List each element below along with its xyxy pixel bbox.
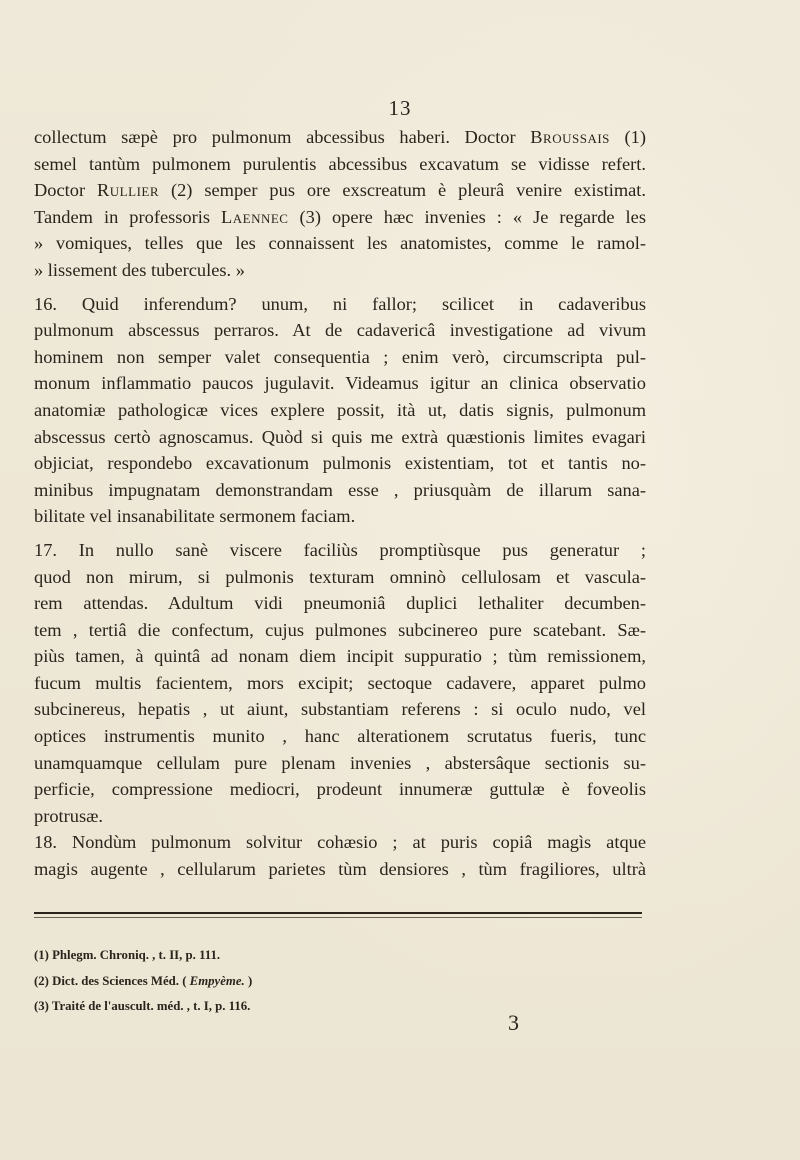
text-segment: collectum sæpè pro pulmonum abcessibus haberi. Doctor (34, 127, 531, 147)
text-line (34, 177, 646, 204)
footnote-ref: (1) (609, 127, 646, 147)
signature-mark: 3 (508, 1010, 520, 1035)
footnote-italic: Empyème. (189, 973, 245, 988)
paragraph-17-start: 17. In nullo sanè viscere faciliùs promptiùsque pus generatur ; (34, 539, 646, 560)
paragraph-18-start: 18. Nondùm pulmonum solvitur cohæsio ; at puris copiâ magìs atque (34, 832, 646, 853)
text-line: optices instrumentis munito , hanc alterationem scrutatus fueris, tunc (34, 726, 646, 747)
text-line: rem attendas. Adultum vidi pneumoniâ duplici lethaliter decumben- (34, 593, 646, 614)
text-line: fucum multis facientem, mors excipit; sectoque cadavere, apparet pulmo (34, 672, 646, 693)
text-segment: Doctor (34, 180, 98, 201)
footnote-text: (2) Dict. des Sciences Méd. ( (34, 973, 190, 988)
text-line: pulmonum abscessus perraros. At de cadavericâ investigatione ad vivum (34, 320, 646, 341)
text-line: » vomiques, telles que les connaissent les anatomistes, comme le ramol- (34, 233, 646, 254)
text-line: unamquamque cellulam pure plenam invenies , abstersâque sectionis su- (34, 752, 646, 773)
author-name-rullier: Rullier (97, 180, 160, 201)
text-line: quod non mirum, si pulmonis texturam omninò cellulosam et vascula- (34, 566, 646, 587)
text-line: objiciat, respondebo excavationum pulmonis existentiam, tot et tantis no- (34, 453, 646, 474)
footnote-2 (34, 969, 594, 995)
text-line: monum inflammatio paucos jugulavit. Videamus igitur an clinica observatio (34, 373, 646, 394)
paragraph-16-start: 16. Quid inferendum? unum, ni fallor; scilicet in cadaveribus (34, 293, 646, 314)
text-line: piùs tamen, à quintâ ad nonam diem incipit suppuratio ; tùm remissionem, (34, 646, 646, 667)
text-line: tem , tertiâ die confectum, cujus pulmones subcinereo pure scatebant. Sæ- (34, 619, 646, 640)
text-line (34, 204, 646, 231)
text-line: bilitate vel insanabilitate sermonem faciam. (34, 506, 356, 527)
text-line: hominem non semper valet consequentia ; enim verò, circumscripta pul- (34, 346, 646, 367)
footnote-rule-thin (34, 917, 642, 918)
footnote-3: (3) Traité de l'auscult. méd. , t. I, p. 116. (34, 999, 251, 1013)
text-line: minibus impugnatam demonstrandam esse , priusquàm de illarum sana- (34, 479, 646, 500)
text-line: magis augente , cellularum parietes tùm densiores , tùm fragiliores, ultrà (34, 859, 646, 880)
text-segment: (2) semper pus ore exscreatum è pleurâ venire existimat. (159, 180, 646, 201)
text-line: anatomiæ pathologicæ vices explere possit, ità ut, datis signis, pulmonum (34, 399, 646, 420)
author-name-broussais: Broussais (530, 127, 610, 147)
text-line: » lissement des tubercules. » (34, 259, 245, 280)
text-segment: Tandem in professoris (34, 206, 222, 227)
footnote-rule (34, 912, 642, 914)
footnote-1: (1) Phlegm. Chroniq. , t. II, p. 111. (34, 948, 221, 962)
text-line: perficie, compressione mediocri, prodeunt innumeræ guttulæ è foveolis (34, 779, 646, 800)
text-line: abscessus certò agnoscamus. Quòd si quis me extrà quæstionis limites evagari (34, 426, 646, 447)
footnote-text: ) (244, 973, 253, 988)
text-line (34, 124, 646, 151)
body-text (34, 124, 646, 883)
text-segment: (3) opere hæc invenies : « Je regarde les (288, 206, 646, 227)
footnotes (34, 943, 594, 1020)
author-name-laennec: Laennec (221, 206, 289, 227)
text-line: subcinereus, hepatis , ut aiunt, substantiam referens : si oculo nudo, vel (34, 699, 646, 720)
text-line: protrusæ. (34, 805, 103, 826)
text-line: semel tantùm pulmonem purulentis abcessibus excavatum se vidisse refert. (34, 153, 646, 174)
page-number: 13 (388, 96, 412, 120)
